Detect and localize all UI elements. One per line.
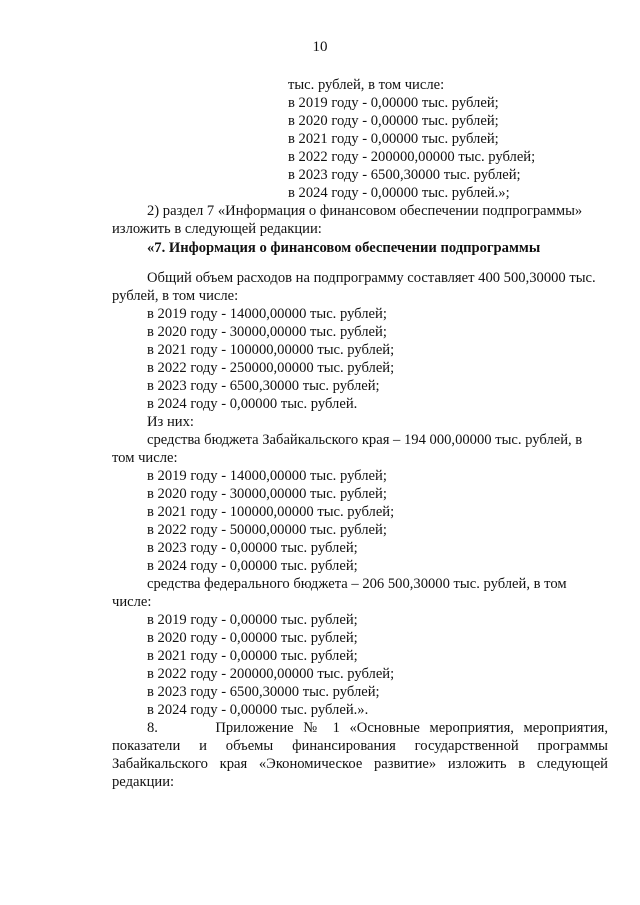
item2-line2: изложить в следующей редакции: [112,221,322,237]
federal-year-2020: в 2020 году - 0,00000 тыс. рублей; [147,630,358,646]
section-heading: «7. Информация о финансовом обеспечении подпрограммы [147,240,541,256]
item8-line3: Забайкальского края «Экономическое развитие» изложить в следующей [112,756,608,772]
block1-year-2023: в 2023 году - 6500,30000 тыс. рублей; [288,167,521,183]
total-year-2021: в 2021 году - 100000,00000 тыс. рублей; [147,342,395,358]
regional-year-2020: в 2020 году - 30000,00000 тыс. рублей; [147,486,387,502]
federal-year-2021: в 2021 году - 0,00000 тыс. рублей; [147,648,358,664]
page-number: 10 [312,39,328,55]
block1-year-2022: в 2022 году - 200000,00000 тыс. рублей; [288,149,536,165]
federal-year-2024: в 2024 году - 0,00000 тыс. рублей.». [147,702,369,718]
federal-year-2023: в 2023 году - 6500,30000 тыс. рублей; [147,684,380,700]
total-line1: Общий объем расходов на подпрограмму составляет 400 500,30000 тыс. [147,270,596,286]
of-which-label: Из них: [147,414,194,430]
federal-line2: числе: [112,594,152,610]
block1-year-2020: в 2020 году - 0,00000 тыс. рублей; [288,113,499,129]
regional-year-2019: в 2019 году - 14000,00000 тыс. рублей; [147,468,387,484]
item8-line4: редакции: [112,774,175,790]
block1-year-2019: в 2019 году - 0,00000 тыс. рублей; [288,95,499,111]
block1-year-2021: в 2021 году - 0,00000 тыс. рублей; [288,131,499,147]
regional-year-2023: в 2023 году - 0,00000 тыс. рублей; [147,540,358,556]
federal-line1: средства федерального бюджета – 206 500,30000 тыс. рублей, в том [147,576,567,592]
item8-line2: показатели и объемы финансирования государственной программы [112,738,608,754]
item2-line1: 2) раздел 7 «Информация о финансовом обеспечении подпрограммы» [147,203,583,219]
total-year-2022: в 2022 году - 250000,00000 тыс. рублей; [147,360,395,376]
block1-lead: тыс. рублей, в том числе: [288,77,445,93]
regional-line2: том числе: [112,450,178,466]
regional-line1: средства бюджета Забайкальского края – 194 000,00000 тыс. рублей, в [147,432,583,448]
total-year-2024: в 2024 году - 0,00000 тыс. рублей. [147,396,358,412]
item8-line1: 8. Приложение № 1 «Основные мероприятия, мероприятия, [147,720,608,736]
total-line2: рублей, в том числе: [112,288,239,304]
regional-year-2024: в 2024 году - 0,00000 тыс. рублей; [147,558,358,574]
total-year-2019: в 2019 году - 14000,00000 тыс. рублей; [147,306,387,322]
federal-year-2019: в 2019 году - 0,00000 тыс. рублей; [147,612,358,628]
total-year-2023: в 2023 году - 6500,30000 тыс. рублей; [147,378,380,394]
regional-year-2022: в 2022 году - 50000,00000 тыс. рублей; [147,522,387,538]
block1-year-2024: в 2024 году - 0,00000 тыс. рублей.»; [288,185,510,201]
regional-year-2021: в 2021 году - 100000,00000 тыс. рублей; [147,504,395,520]
total-year-2020: в 2020 году - 30000,00000 тыс. рублей; [147,324,387,340]
federal-year-2022: в 2022 году - 200000,00000 тыс. рублей; [147,666,395,682]
